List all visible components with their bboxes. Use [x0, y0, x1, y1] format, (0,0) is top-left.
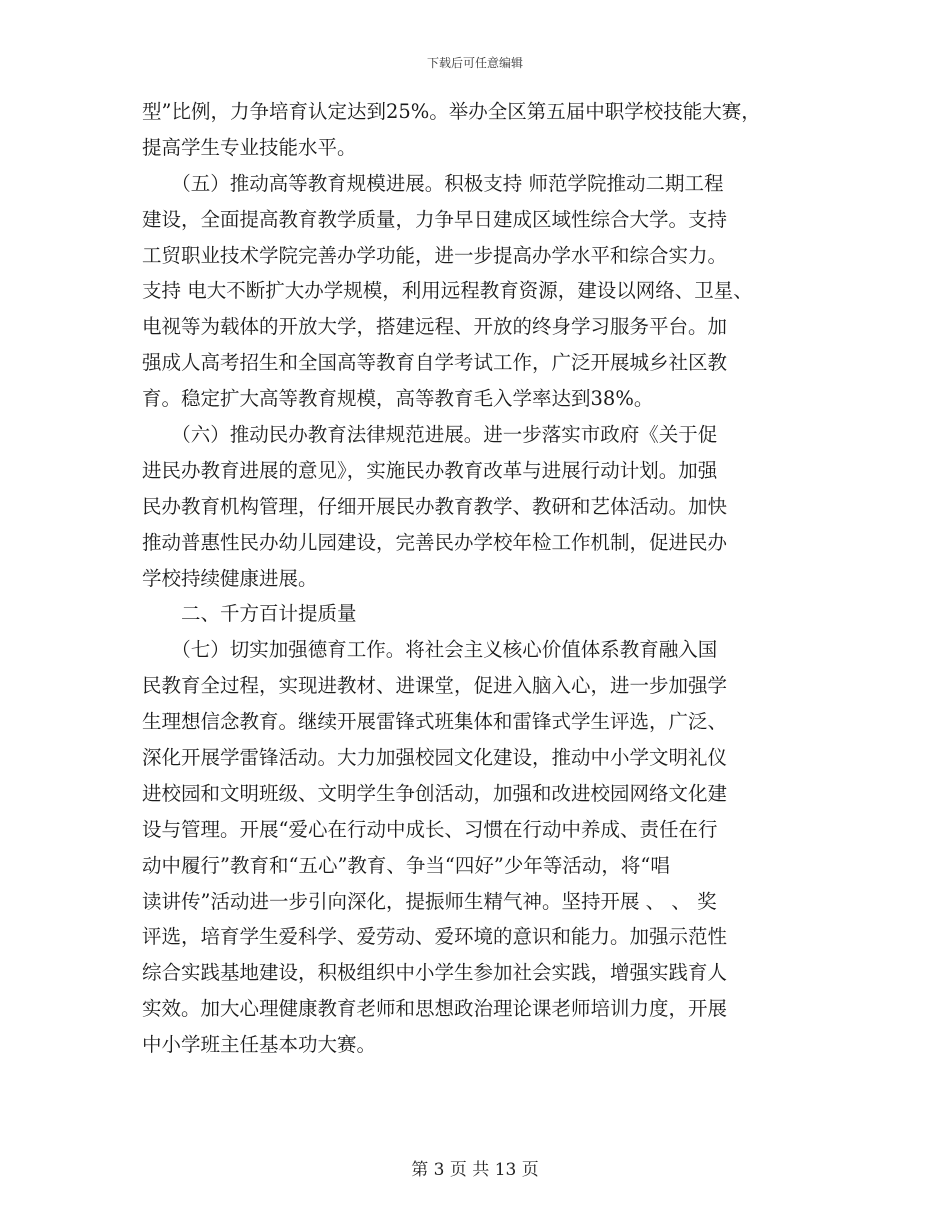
text-line: 进校园和文明班级、文明学生争创活动，加强和改进校园网络文化建: [142, 781, 728, 805]
text-line: 推动普惠性民办幼儿园建设，完善民办学校年检工作机制，促进民办: [142, 530, 728, 554]
text-line: 中小学班主任基本功大赛。: [142, 1033, 377, 1057]
text-line: 设与管理。开展“爱心在行动中成长、习惯在行动中养成、责任在行: [142, 817, 718, 841]
text-line: 读讲传”活动进一步引向深化，提振师生精气神。坚持开展 、 、 奖: [142, 889, 717, 913]
text-line: 综合实践基地建设，积极组织中小学生参加社会实践，增强实践育人: [142, 961, 728, 985]
page-header: 下载后可任意编辑: [426, 56, 523, 70]
page-number: 第 3 页 共 13 页: [411, 1160, 539, 1180]
text-line: 进民办教育进展的意见》，实施民办教育改革与进展行动计划。加强: [142, 458, 718, 482]
text-line: 评选，培育学生爱科学、爱劳动、爱环境的意识和能力。加强示范性: [142, 925, 728, 949]
text-line: 强成人高考招生和全国高等教育自学考试工作，广泛开展城乡社区教: [142, 351, 728, 375]
document-body: [142, 94, 822, 1063]
section-heading: 二、千方百计提质量: [142, 602, 357, 626]
text-line: 实效。加大心理健康教育老师和思想政治理论课老师培训力度，开展: [142, 997, 728, 1021]
text-line: （六）推动民办教育法律规范进展。进一步落实市政府《关于促: [142, 423, 718, 447]
text-line: 育。稳定扩大高等教育规模，高等教育毛入学率达到38%。: [142, 387, 654, 411]
text-line: 生理想信念教育。继续开展雷锋式班集体和雷锋式学生评选，广泛、: [142, 710, 728, 734]
text-line: 民教育全过程，实现进教材、进课堂，促进入脑入心，进一步加强学: [142, 674, 728, 698]
text-line: 动中履行”教育和“五心”教育、争当“四好”少年等活动，将“唱: [142, 853, 670, 877]
text-line: （五）推动高等教育规模进展。积极支持 师范学院推动二期工程: [142, 171, 724, 195]
text-line: 民办教育机构管理，仔细开展民办教育教学、教研和艺体活动。加快: [142, 494, 728, 518]
text-line: 支持 电大不断扩大办学规模，利用远程教育资源，建设以网络、卫星、: [142, 279, 753, 303]
text-line: 型”比例，力争培育认定达到25%。举办全区第五届中职学校技能大赛，: [142, 100, 761, 123]
text-line: 建设，全面提高教育教学质量，力争早日建成区域性综合大学。支持: [142, 207, 728, 231]
text-line: （七）切实加强德育工作。将社会主义核心价值体系教育融入国: [142, 638, 718, 662]
text-line: 提高学生专业技能水平。: [142, 135, 357, 159]
text-line: 电视等为载体的开放大学，搭建远程、开放的终身学习服务平台。加: [142, 315, 728, 339]
text-line: 工贸职业技术学院完善办学功能，进一步提高办学水平和综合实力。: [142, 243, 728, 267]
text-line: 学校持续健康进展。: [142, 566, 318, 590]
text-line: 深化开展学雷锋活动。大力加强校园文化建设，推动中小学文明礼仪: [142, 746, 728, 770]
